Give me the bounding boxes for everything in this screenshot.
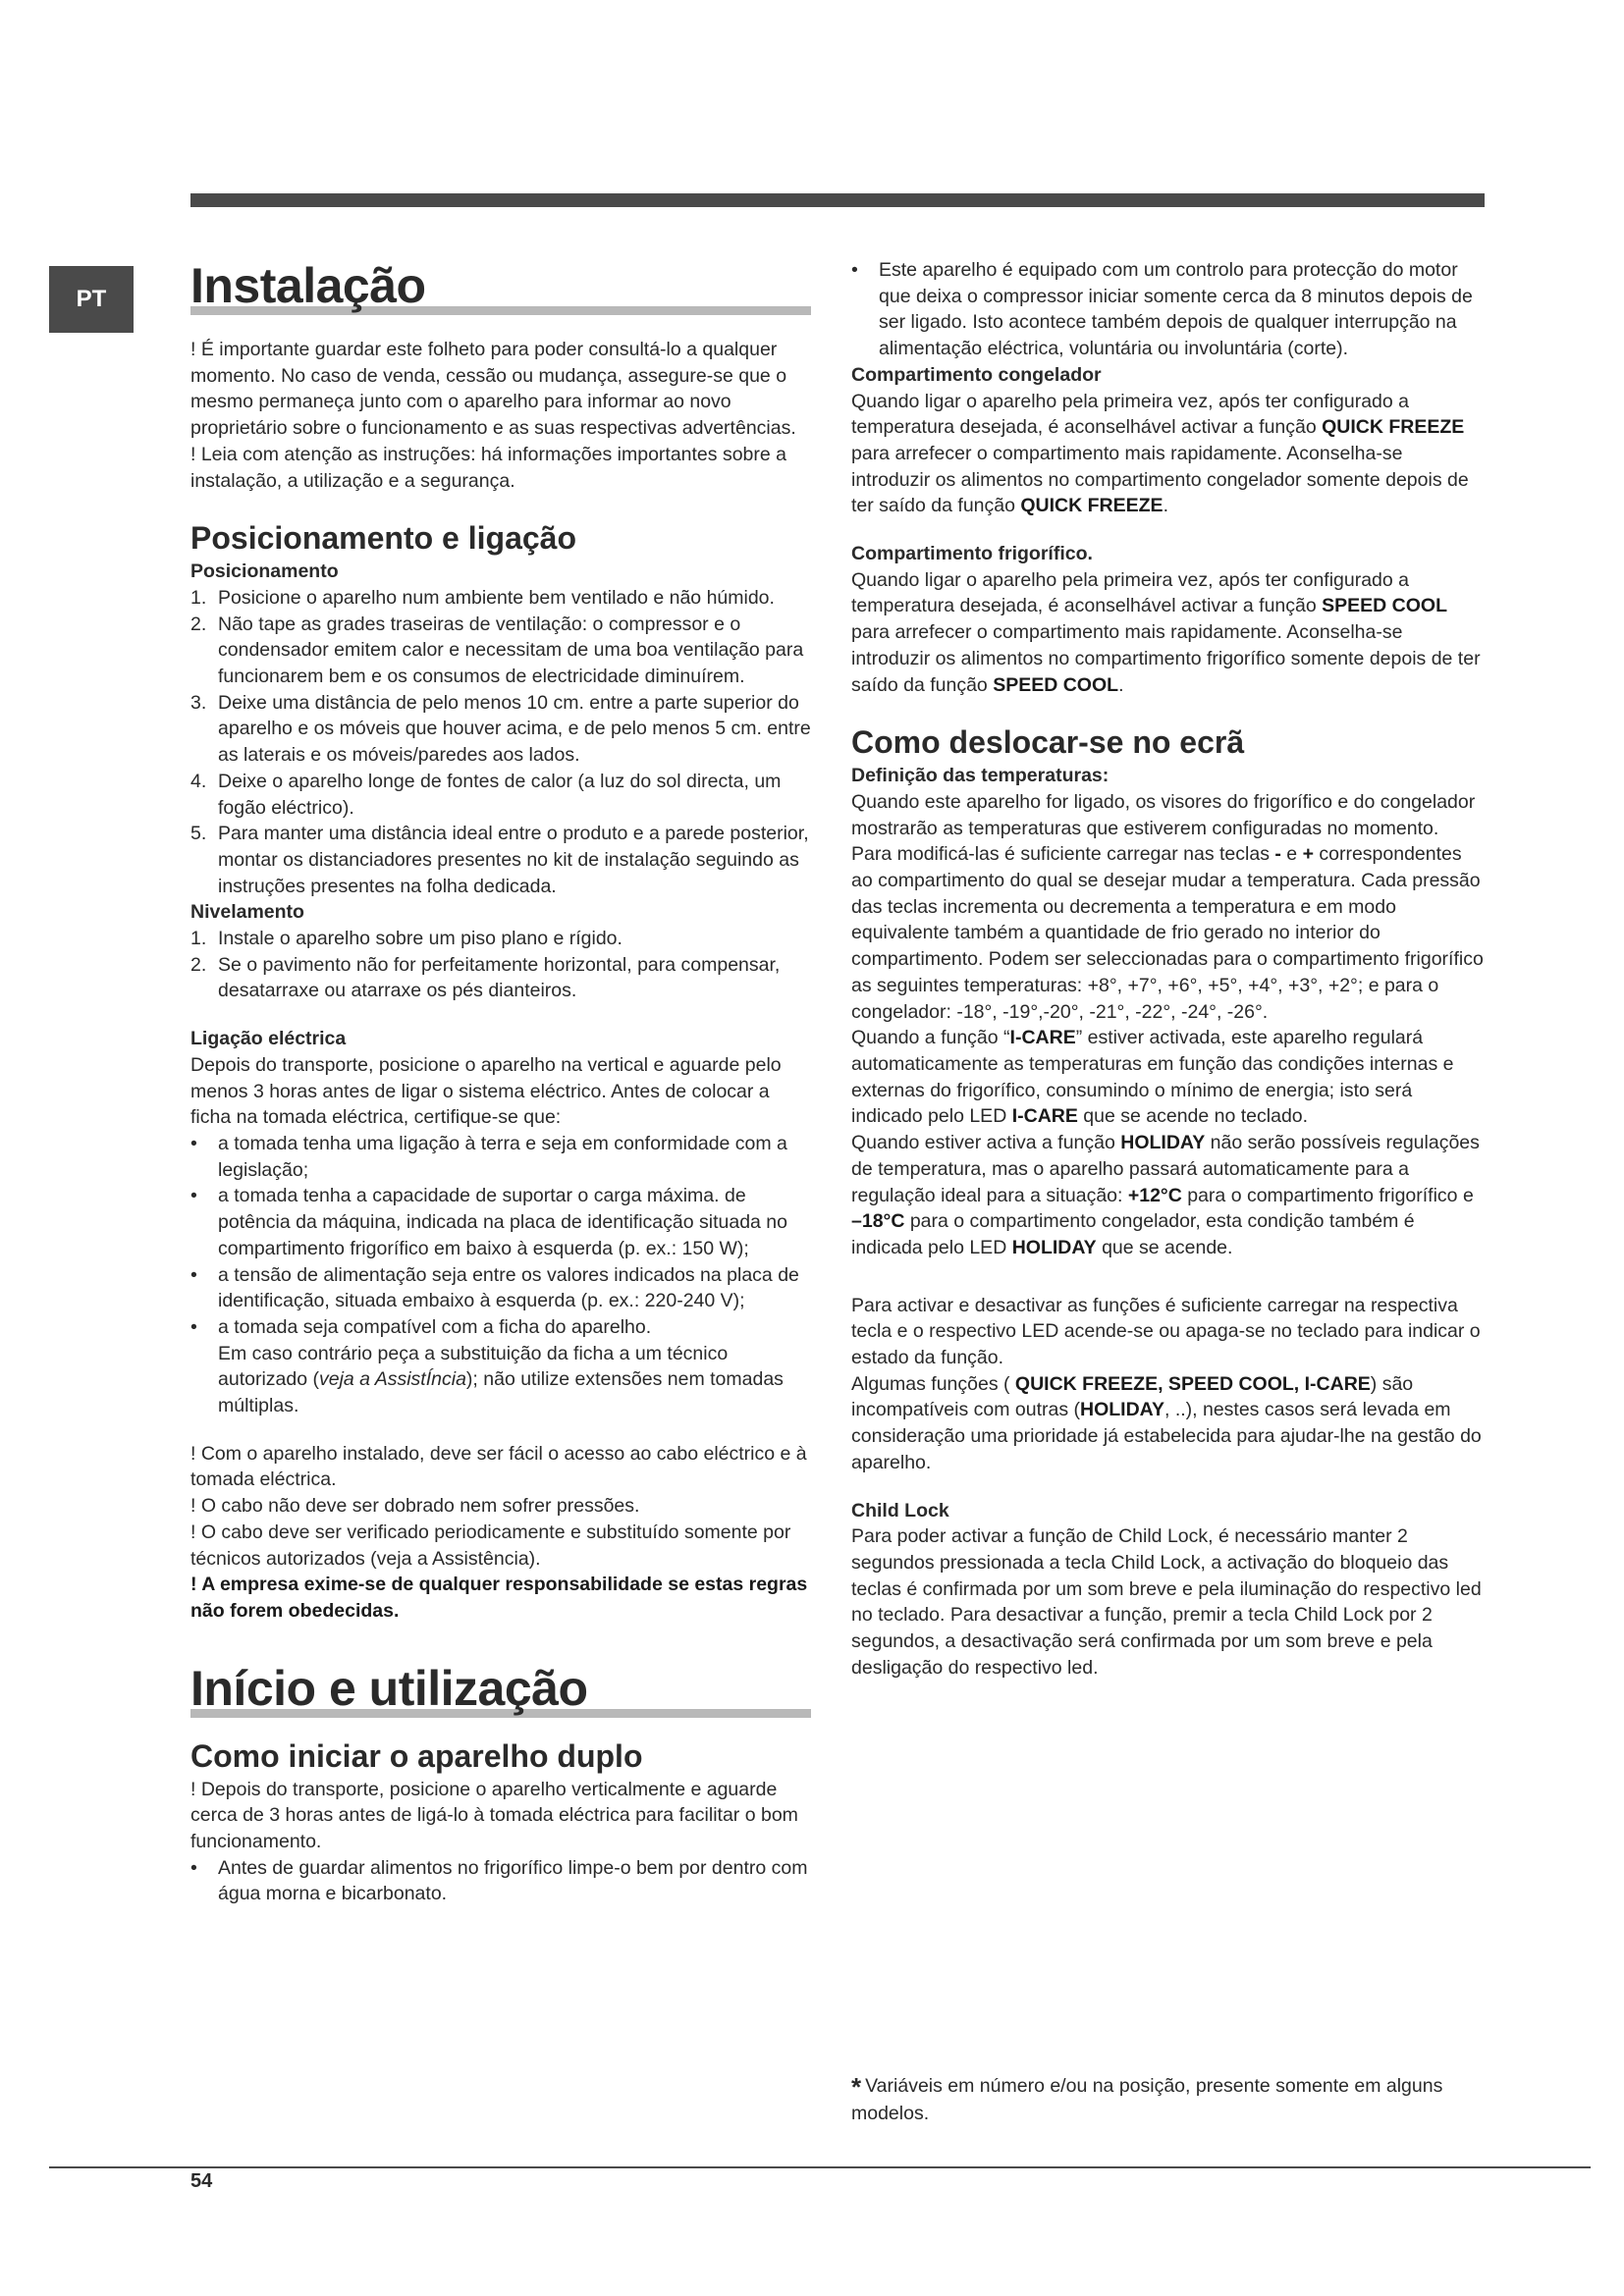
positioning-heading: Posicionamento e ligação <box>190 520 576 557</box>
speed-cool-label: SPEED COOL <box>993 673 1119 696</box>
icare-label: I-CARE <box>1011 1105 1078 1128</box>
bullet-continuation: ); não utilize extensões nem tomadas múltiplas. <box>218 1368 784 1417</box>
list-item <box>190 926 811 952</box>
temperature-paragraph: Quando este aparelho for ligado, os visores do frigorífico e do congelador mostrarão as temperaturas que estiverem configuradas no momento. Para modificá-las é suficiente carregar nas teclas - e + correspondentes ao compartimento do qual se desejar mudar a temperatura. Cada pressão das teclas incrementa ou decrementa a temperatura e em modo equivalente também a quantidade de frio gerado no interior do compartimento. Podem ser seleccionadas para o compartimento frigorífico as seguintes temperaturas: +8°, +7°, +6°, +5°, +4°, +3°, +2°; e para o congelador: -18°, -19°,-20°, -21°, -22°, -24°, -26°. <box>851 790 1484 1023</box>
display-heading: Como deslocar-se no ecrã <box>851 724 1245 761</box>
right-column <box>851 257 1484 1681</box>
item-number: 5. <box>190 823 207 845</box>
item-text: Posicione o aparelho num ambiente bem ventilado e não húmido. <box>218 586 775 609</box>
item-text: Não tape as grades traseiras de ventilação: o compressor e o condensador emitem calor e necessitam de uma boa ventilação para funcionarem bem e os consumos de electricidade diminuírem. <box>218 613 804 688</box>
bullet-item: • a tensão de alimentação seja entre os valores indicados na placa de identificação, situada embaixo à esquerda (p. ex.: 220-240 V); <box>190 1262 811 1314</box>
list-item <box>190 585 811 612</box>
item-text: Deixe o aparelho longe de fontes de calor (a luz do sol directa, um fogão eléctrico). <box>218 770 782 819</box>
incompatible-paragraph: Algumas funções ( QUICK FREEZE, SPEED COOL, I-CARE) são incompatíveis com outras (HOLIDAY, ..), nestes casos será levada em consideração uma prioridade já estabelecida para ajudar-lhe na gestão do aparelho. <box>851 1372 1482 1473</box>
levelling-list <box>190 926 811 1004</box>
bullet-item <box>190 1314 811 1419</box>
child-lock-paragraph: Para poder activar a função de Child Lock, é necessário manter 2 segundos pressionada a tecla Child Lock, a activação do bloqueio das teclas é confirmada por um som breve e pela iluminação do respectivo led no teclado. Para desactivar a função, premir a tecla Child Lock por 2 segundos, a desactivação será confirmada por um som breve e pela desligação do respectivo led. <box>851 1525 1482 1679</box>
freezer-paragraph: Quando ligar o aparelho pela primeira vez, após ter configurado a temperatura desejada, é aconselhável activar a função QUICK FREEZE para arrefecer o compartimento mais rapidamente. Aconselha-se introduzir os alimentos no compartimento congelador somente depois de ter saído da função QUICK FREEZE. <box>851 390 1469 517</box>
installation-intro-1: ! É importante guardar este folheto para poder consultá-lo a qualquer momento. No caso de venda, cessão ou mudança, assegure-se que o mesmo permaneça junto com o aparelho para informar ao novo proprietário sobre o funcionamento e as suas respectivas advertências. <box>190 339 796 440</box>
fridge-paragraph: Quando ligar o aparelho pela primeira vez, após ter configurado a temperatura desejada, é aconselhável activar a função SPEED COOL para arrefecer o compartimento mais rapidamente. Aconselha-se introduzir os alimentos no compartimento frigorífico somente depois de ter saído da função SPEED COOL. <box>851 568 1481 696</box>
item-text: Para manter uma distância ideal entre o produto e a parede posterior, montar os distanciadores presentes no kit de instalação seguindo as instruções presentes na folha dedicada. <box>218 823 809 897</box>
icare-paragraph: Quando a função “I-CARE” estiver activada, este aparelho regulará automaticamente as temperaturas em função das condições internas e externas do frigorífico, consumindo o mínimo de energia; isto será indicado pelo LED I-CARE que se acende no teclado. <box>851 1027 1454 1128</box>
list-item <box>190 769 811 821</box>
electrical-note-2: ! O cabo não deve ser dobrado nem sofrer pressões. <box>190 1495 640 1518</box>
left-column <box>190 257 811 1907</box>
item-number: 3. <box>190 691 207 714</box>
item-number: 4. <box>190 770 207 792</box>
item-number: 2. <box>190 953 207 976</box>
minus-key-label: - <box>1274 843 1281 866</box>
start-heading: Início e utilização <box>190 1660 588 1716</box>
quick-freeze-label: QUICK FREEZE <box>1020 495 1164 517</box>
item-text: Instale o aparelho sobre um piso plano e rígido. <box>218 928 623 950</box>
list-item <box>190 612 811 690</box>
electrical-note-1: ! Com o aparelho instalado, deve ser fácil o acesso ao cabo eléctrico e à tomada eléctrica. <box>190 1442 807 1491</box>
positioning-subheading: Posicionamento <box>190 561 339 583</box>
list-item <box>190 821 811 899</box>
bottom-rule <box>49 2166 1591 2168</box>
freezer-subheading: Compartimento congelador <box>851 363 1102 386</box>
assistance-reference: veja a AssistÍncia <box>318 1368 466 1391</box>
start-subheading: Como iniciar o aparelho duplo <box>190 1737 643 1774</box>
item-text: Se o pavimento não for perfeitamente horizontal, para compensar, desatarraxe ou atarraxe os pés dianteiros. <box>218 953 781 1002</box>
installation-intro-2: ! Leia com atenção as instruções: há informações importantes sobre a instalação, a utilização e a segurança. <box>190 443 786 492</box>
language-label: PT <box>76 286 107 312</box>
holiday-label: HOLIDAY <box>1011 1236 1097 1258</box>
language-tab <box>49 266 134 333</box>
quick-freeze-label: QUICK FREEZE <box>1322 416 1465 439</box>
bullet-text: a tomada seja compatível com a ficha do aparelho. <box>218 1315 652 1338</box>
item-number: 2. <box>190 613 207 635</box>
functions-paragraph: Para activar e desactivar as funções é suficiente carregar na respectiva tecla e o respectivo LED acende-se ou apaga-se no teclado para indicar o estado da função. <box>851 1294 1481 1369</box>
fridge-holiday-temp: +12°C <box>1127 1184 1182 1206</box>
list-item <box>190 690 811 769</box>
holiday-paragraph: Quando estiver activa a função HOLIDAY não serão possíveis regulações de temperatura, mas o aparelho passará automaticamente para a regulação ideal para a situação: +12°C para o compartimento frigorífico e –18°C para o compartimento congelador, esta condição também é indicada pelo LED HOLIDAY que se acende. <box>851 1132 1480 1258</box>
plus-key-label: + <box>1302 843 1314 866</box>
freezer-holiday-temp: –18°C <box>851 1210 905 1233</box>
positioning-list <box>190 585 811 899</box>
installation-heading: Instalação <box>190 258 426 313</box>
bullet-continuation: Em caso contrário peça a substituição da ficha a um técnico autorizado ( <box>218 1342 729 1391</box>
start-paragraph: ! Depois do transporte, posicione o aparelho verticalmente e aguarde cerca de 3 horas antes de ligá-lo à tomada eléctrica para facilitar o bom funcionamento. <box>190 1778 798 1853</box>
temperature-subheading: Definição das temperaturas: <box>851 765 1110 787</box>
list-item <box>190 952 811 1004</box>
holiday-label: HOLIDAY <box>1120 1132 1206 1154</box>
holiday-label: HOLIDAY <box>1080 1399 1164 1421</box>
bullet-item: • Antes de guardar alimentos no frigorífico limpe-o bem por dentro com água morna e bicarbonato. <box>190 1855 811 1907</box>
item-number: 1. <box>190 586 207 609</box>
electrical-note-3: ! O cabo deve ser verificado periodicamente e substituído somente por técnicos autorizados (veja a Assistência). <box>190 1521 791 1570</box>
levelling-subheading: Nivelamento <box>190 901 304 924</box>
compressor-bullet <box>851 257 1484 362</box>
footnote-star: * <box>851 2072 862 2102</box>
child-lock-subheading: Child Lock <box>851 1499 949 1522</box>
item-text: Deixe uma distância de pelo menos 10 cm. entre a parte superior do aparelho e os móveis que houver acima, e de pelo menos 5 cm. entre as laterais e os móveis/paredes aos lados. <box>218 691 811 767</box>
bullet-item: • a tomada tenha uma ligação à terra e seja em conformidade com a legislação; <box>190 1131 811 1183</box>
item-number: 1. <box>190 928 207 950</box>
start-bullets <box>190 1855 811 1907</box>
electrical-subheading: Ligação eléctrica <box>190 1028 347 1050</box>
functions-list-label: QUICK FREEZE, SPEED COOL, I-CARE <box>1014 1372 1371 1395</box>
footnote-text: Variáveis em número e/ou na posição, presente somente em alguns modelos. <box>851 2075 1443 2124</box>
page-number: 54 <box>190 2170 213 2192</box>
bullet-item: • a tomada tenha a capacidade de suportar o carga máxima. de potência da máquina, indicada na placa de identificação situada no compartimento frigorífico em baixo à esquerda (p. ex.: 150 W); <box>190 1183 811 1261</box>
footnote <box>851 2073 1484 2126</box>
electrical-intro: Depois do transporte, posicione o aparelho na vertical e aguarde pelo menos 3 horas antes de ligar o sistema eléctrico. Antes de colocar a ficha na tomada eléctrica, certifique-se que: <box>190 1053 782 1129</box>
electrical-bullets <box>190 1131 811 1419</box>
fridge-subheading: Compartimento frigorífico. <box>851 543 1093 565</box>
icare-label: I-CARE <box>1009 1027 1076 1049</box>
top-rule <box>190 193 1485 207</box>
speed-cool-label: SPEED COOL <box>1322 595 1447 617</box>
electrical-note-4: ! A empresa exime-se de qualquer responsabilidade se estas regras não forem obedecidas. <box>190 1574 808 1622</box>
bullet-item: • Este aparelho é equipado com um controlo para protecção do motor que deixa o compressor iniciar somente cerca da 8 minutos depois de ser ligado. Isto acontece também depois de qualquer interrupção na alimentação eléctrica, voluntária ou involuntária (corte). <box>851 257 1484 362</box>
